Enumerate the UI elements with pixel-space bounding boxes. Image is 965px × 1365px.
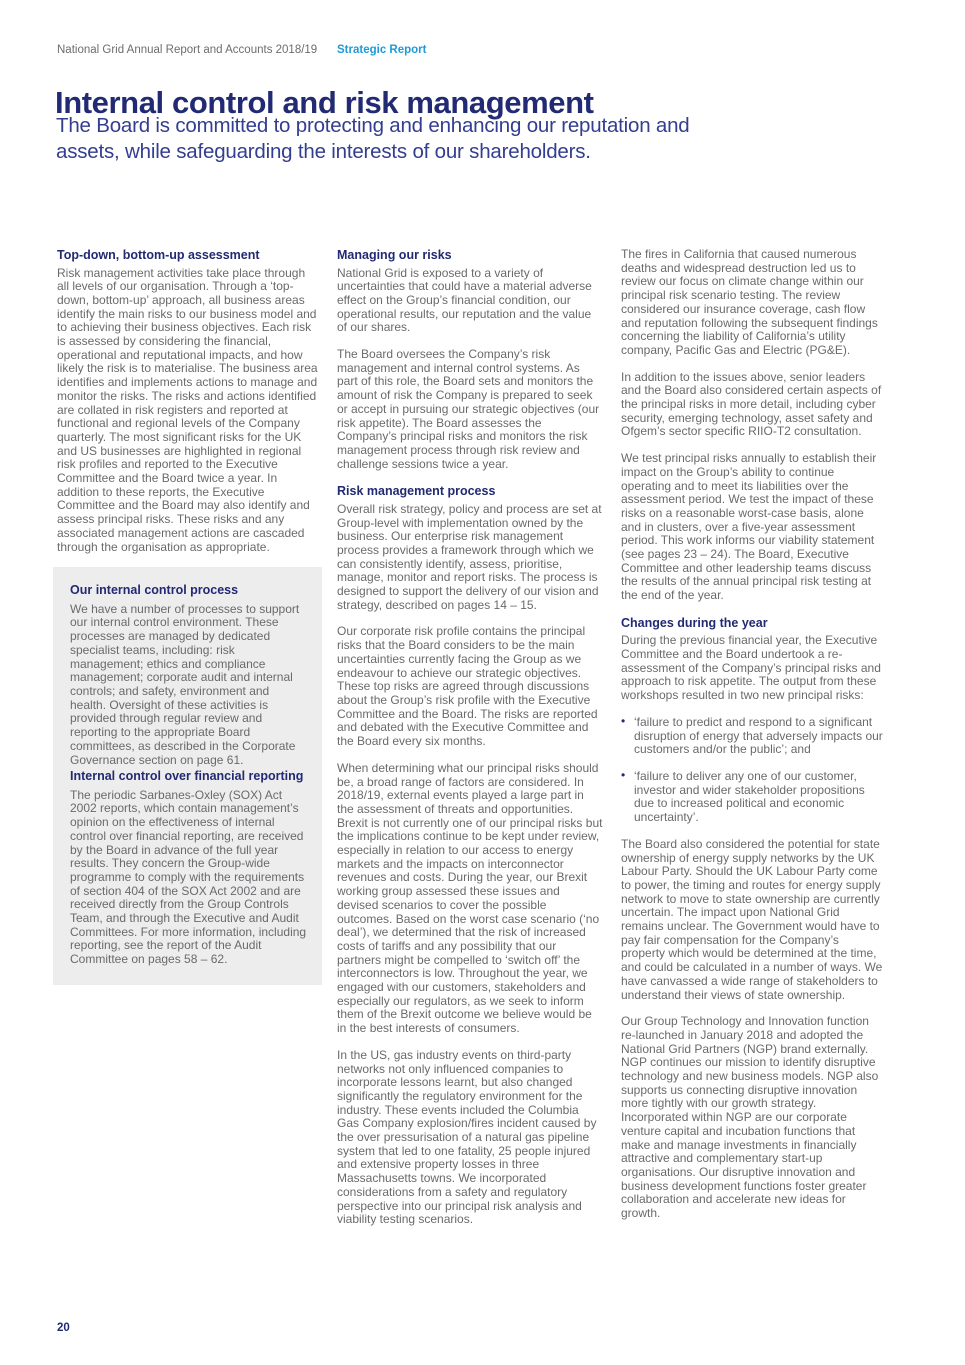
section-heading: Managing our risks xyxy=(337,248,452,262)
section-risk-management-process xyxy=(337,484,603,1227)
paragraph: Overall risk strategy, policy and process are set at Group-level with implementation owned by the business. Our enterprise risk management process provides a framework through which we can consistently identify, assess, prioritise, manage, monitor and report risks. The process is designed to support the delivery of our vision and strategy, described on pages 14 – 15. xyxy=(337,501,602,612)
page-title: Internal control and risk management xyxy=(55,84,594,120)
paragraph: In the US, gas industry events on third-party networks not only influenced companies to incorporate lessons learnt, but also changed significantly the regulatory environment for the industry. These events included the Columbia Gas Company explosion/fires incident caused by the over pressurisation of a natural gas pipeline system that led to one fatality, 25 people injured and extensive property losses in three Massachusetts towns. We incorporated considerations from a safety and regulatory perspective into our principal risk analysis and viability testing scenarios. xyxy=(337,1047,597,1227)
paragraph: Our corporate risk profile contains the principal risks that the Board considers to be the main uncertainties currently facing the Group as we endeavour to achieve our strategic objectives. These top risks are agreed through discussions about the Group’s risk profile with the Executive Committee and the Board. The risks are reported and debated with the Executive Committee and the Board every six months. xyxy=(337,624,598,749)
page-number: 20 xyxy=(57,1322,70,1334)
report-title: National Grid Annual Report and Accounts 2018/19 xyxy=(57,44,318,56)
paragraph: We test principal risks annually to establish their impact on the Group’s ability to continue operating and to meet its liabilities over the assessment period. We test the impact of these risks on a reasonable worst-case basis, alone and in clusters, over a five-year assessment period. This work informs our viability statement (see pages 23 – 24). The Board, Executive Committee and other leadership teams discuss the results of the annual principal risk testing at the end of the year. xyxy=(621,451,877,603)
section-heading: Top-down, bottom-up assessment xyxy=(57,248,260,262)
internal-control-info-box xyxy=(53,567,322,985)
section-heading: Changes during the year xyxy=(621,615,768,630)
column-3 xyxy=(621,248,885,1234)
section-heading: Risk management process xyxy=(337,484,496,499)
paragraph: The fires in California that caused numerous deaths and widespread destruction led us to review our focus on climate change within our principal risk scenario testing. The review considered our insurance coverage, cash flow and reputation following the subsequent findings concerning the liability of California’s utility company, Pacific Gas and Electric (PG&E). xyxy=(621,247,878,357)
list-item xyxy=(621,713,885,757)
section-risk-context xyxy=(621,248,885,603)
section-internal-control-process xyxy=(70,583,307,767)
paragraph: When determining what our principal risks should be, a broad range of factors are considered. In 2018/19, external events played a large part in the assessment of threats and opportunities. Brexit is not currently one of our principal risks but the implications continue to be kept under review, especially in relation to our access to energy markets and the impacts on interconnector revenues and costs. During the year, our Brexit working group assessed these issues and devised scenarios to cover the possible outcomes. Based on the worst case scenario (‘no deal’), we determined that the risk of increased costs of tariffs and any possibility that our partners might be compelled to ‘switch off’ the interconnectors is low. Throughout the year, we engaged with our customers, stakeholders and especially our regulators, as we seek to inform them of the Brexit outcome we believe would be in the best interests of consumers. xyxy=(337,760,603,1036)
column-2 xyxy=(337,248,603,1240)
list-item xyxy=(621,770,885,825)
paragraph: During the previous financial year, the Executive Committee and the Board undertook a re-assessment of the Company’s principal risks and approach to risk appetite. The output from these workshops resulted in two new principal risks: xyxy=(621,633,881,703)
paragraph: We have a number of processes to support our internal control environment. These processes are managed by dedicated specialist teams, including: risk management; ethics and compliance management; corporate audit and internal controls; and safety, environment and health. Oversight of these activities is provided through regular review and reporting to the appropriate Board committees, as described in the Corporate Governance section on page 61. xyxy=(70,601,300,767)
bullet-icon: • xyxy=(621,768,626,782)
section-heading: Internal control over financial reporting xyxy=(70,769,304,784)
paragraph: National Grid is exposed to a variety of uncertainties that could have a material adverse effect on the Group’s financial condition, our operational results, our reputation and the value of our shares. xyxy=(337,265,592,335)
page-header xyxy=(57,44,917,56)
section-top-down-bottom-up xyxy=(57,248,319,554)
paragraph: The Board oversees the Company’s risk management and internal control systems. As part of this role, the Board sets and monitors the amount of risk the Company is prepared to seek or accept in pursuing our strategic objectives (our risk appetite). The Board assesses the Company’s principal risks and monitors the risk management process through risk review and challenge sessions twice a year. xyxy=(337,347,600,471)
section-label: Strategic Report xyxy=(337,44,427,56)
section-heading: Our internal control process xyxy=(70,583,239,598)
paragraph: The Board also considered the potential for state ownership of energy supply networks by the UK Labour Party. Should the UK Labour Party come to power, the timing and routes for energy supply network to move to state ownership are currently uncertain. The impact upon National Grid remains unclear. The Government would have to pay fair compensation for the Company’s property which would be determined at the time, and could be calculated in a number of ways. We have canvassed a wide range of stakeholders to understand their views of state ownership. xyxy=(621,836,883,1002)
page-subtitle: The Board is committed to protecting and enhancing our reputation and assets, while safeguarding the interests of our shareholders. xyxy=(56,114,690,163)
section-internal-control-financial-reporting xyxy=(70,769,307,967)
paragraph: In addition to the issues above, senior leaders and the Board also considered certain aspects of the principal risks in more detail, including cyber security, emerging technology, asset safety and Ofgem’s sector specific RIIO-T2 consultation. xyxy=(621,369,882,439)
section-managing-our-risks xyxy=(337,248,603,471)
list-item-text: ‘failure to predict and respond to a significant disruption of energy that adversely impacts our customers and/or the public’; and xyxy=(634,714,883,757)
list-item-text: ‘failure to deliver any one of our customer, investor and wider stakeholder propositions due to increased political and economic uncertainty’. xyxy=(634,769,865,825)
bullet-icon: • xyxy=(621,713,626,728)
new-principal-risks-list xyxy=(621,713,885,825)
paragraph: The periodic Sarbanes-Oxley (SOX) Act 2002 reports, which contain management’s opinion on the effectiveness of internal control over financial reporting, are received by the Board in advance of the full year results. They concern the Group-wide programme to comply with the requirements of section 404 of the SOX Act 2002 and are received directly from the Group Controls Team, and through the Executive and Audit Committees. For more information, including reporting, see the report of the Audit Committee on pages 58 – 62. xyxy=(70,787,307,967)
paragraph: Our Group Technology and Innovation function re-launched in January 2018 and adopted the National Grid Partners (NGP) brand externally. NGP continues our mission to identify disruptive technology and new business models. NGP also supports us connecting disruptive innovation more tightly with our growth strategy. Incorporated within NGP are our corporate venture capital and incubation functions that make and manage investments in financially attractive and complementary start-up organisations. Our disruptive innovation and business development functions foster greater collaboration and accelerate new ideas for growth. xyxy=(621,1014,879,1221)
column-1 xyxy=(57,248,319,985)
section-changes-during-the-year xyxy=(621,616,885,1221)
paragraph: Risk management activities take place through all levels of our organisation. Through a ‘top-down, bottom-up’ approach, all business areas identify the main risks to our business model and to achieving their business objectives. Each risk is assessed by considering the financial, operational and reputational impacts, and how likely the risk is to materialise. The business area identifies and implements actions to manage and monitor the risks. The risks and actions identified are collated in risk registers and reported at functional and regional levels of the Company quarterly. The most significant risks for the UK and US businesses are highlighted in regional risk profiles and reported to the Executive Committee and the Board twice a year. In addition to these reports, the Executive Committee and the Board may also identify and assess principal risks. These risks and any associated management actions are cascaded through the organisation as appropriate. xyxy=(57,265,318,554)
